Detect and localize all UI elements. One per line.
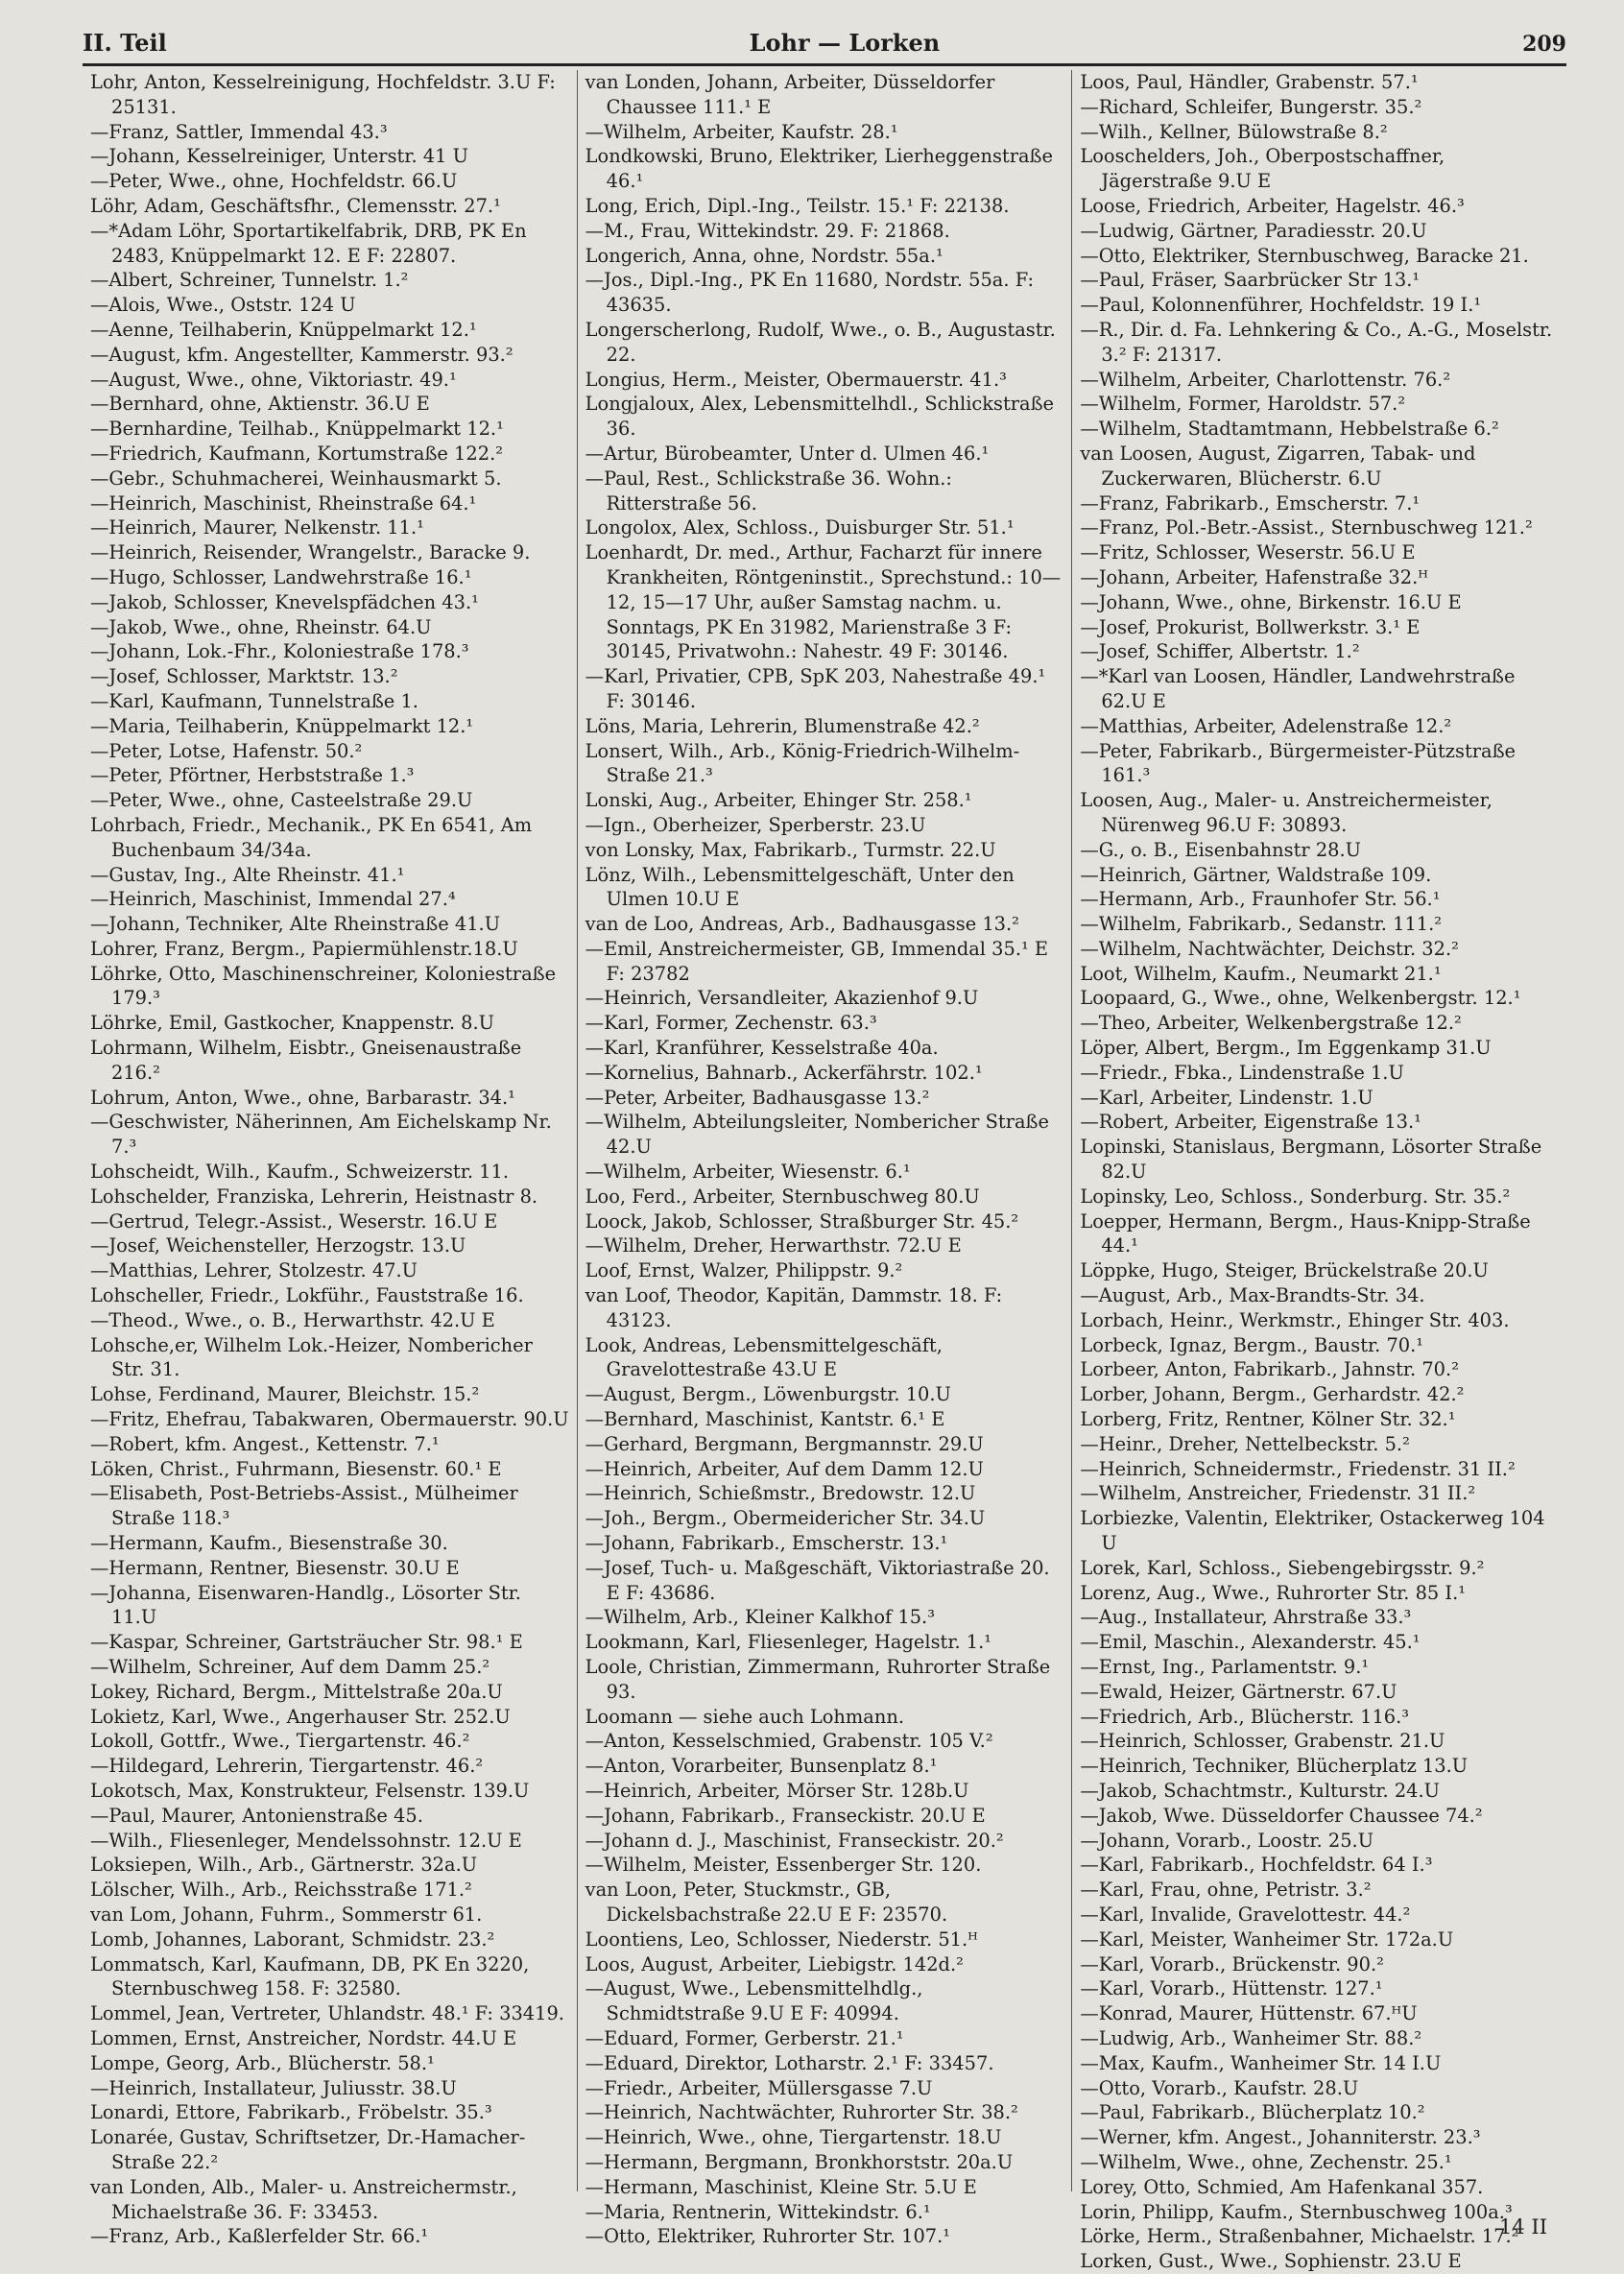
directory-entry: Lohscheller, Friedr., Lokführ., Fauststraße 16. [90,1284,524,1307]
directory-entry: —Friedrich, Arb., Blücherstr. 116.³ [1080,1705,1410,1728]
directory-entry: —Johann, Fabrikarb., Franseckistr. 20.U E [585,1804,986,1827]
directory-entry: —Albert, Schreiner, Tunnelstr. 1.² [90,269,409,292]
directory-entry: —Gerhard, Bergmann, Bergmannstr. 29.U [585,1432,984,1455]
directory-entry: —Wilhelm, Stadtamtmann, Hebbelstraße 6.² [1080,418,1499,441]
directory-entry: —Paul, Fabrikarb., Blücherplatz 10.² [1080,2101,1425,2124]
running-title: Lohr — Lorken [749,29,941,57]
directory-entry: —Ign., Oberheizer, Sperberstr. 23.U [585,813,926,836]
directory-entry: Lohrmann, Wilhelm, Eisbtr., Gneisenaustraße 216.² [90,1037,522,1084]
directory-entry: Lörke, Herm., Straßenbahner, Michaelstr. 17.² [1080,2225,1519,2248]
directory-entry: Loos, August, Arbeiter, Liebigstr. 142d.² [585,1952,964,1975]
directory-entry: —Jakob, Wwe., ohne, Rheinstr. 64.U [90,615,432,638]
directory-entry: —Franz, Arb., Kaßlerfelder Str. 66.¹ [90,2225,429,2248]
directory-entry: —Matthias, Lehrer, Stolzestr. 47.U [90,1259,418,1282]
directory-entry: Look, Andreas, Lebensmittelgeschäft, Gravelottestraße 43.U E [585,1333,943,1381]
directory-entry: Long, Erich, Dipl.-Ing., Teilstr. 15.¹ F: 22138. [585,194,1010,217]
directory-entry: —Otto, Elektriker, Sternbuschweg, Baracke 21. [1080,244,1529,267]
directory-entry: Lohr, Anton, Kesselreinigung, Hochfeldstr. 3.U F: 25131. [90,71,556,118]
directory-entry: —Josef, Tuch- u. Maßgeschäft, Viktoriastraße 20. E F: 43686. [585,1556,1050,1604]
directory-entry: —Johann, Wwe., ohne, Birkenstr. 16.U E [1080,590,1462,613]
directory-entry: —Franz, Pol.-Betr.-Assist., Sternbuschweg 121.² [1080,516,1533,539]
directory-entry: Lorbiezke, Valentin, Elektriker, Ostackerweg 104 U [1080,1507,1545,1555]
directory-entry: —Wilhelm, Arbeiter, Wiesenstr. 6.¹ [585,1161,911,1184]
directory-entry: —Heinrich, Schlosser, Grabenstr. 21.U [1080,1730,1445,1753]
directory-entry: Longius, Herm., Meister, Obermauerstr. 41.³ [585,368,1007,391]
directory-entry: —Heinrich, Installateur, Juliusstr. 38.U [90,2076,457,2099]
directory-entry: —*Karl van Loosen, Händler, Landwehrstraße 62.U E [1080,665,1516,712]
directory-entry: Lorken, Gust., Wwe., Sophienstr. 23.U E [1080,2250,1462,2273]
directory-entry: Loepper, Hermann, Bergm., Haus-Knipp-Straße 44.¹ [1080,1209,1531,1257]
directory-entry: —Theo, Arbeiter, Welkenbergstraße 12.² [1080,1012,1462,1035]
directory-entry: Lorbach, Heinr., Werkmstr., Ehinger Str. 403. [1080,1308,1510,1331]
directory-entry: —Karl, Kaufmann, Tunnelstraße 1. [90,689,418,712]
directory-entry: —Paul, Kolonnenführer, Hochfeldstr. 19 I.¹ [1080,294,1482,317]
directory-entry: Lohscheidt, Wilh., Kaufm., Schweizerstr. 11. [90,1161,510,1184]
directory-entry: —Wilhelm, Arbeiter, Kaufstr. 28.¹ [585,120,898,143]
directory-entry: Lopinski, Stanislaus, Bergmann, Lösorter Straße 82.U [1080,1136,1542,1184]
directory-entry: —Emil, Anstreichermeister, GB, Immendal 35.¹ E F: 23782 [585,937,1049,985]
directory-entry: Lopinsky, Leo, Schloss., Sonderburg. Str. 35.² [1080,1185,1511,1208]
directory-entry: —Fritz, Ehefrau, Tabakwaren, Obermauerstr. 90.U [90,1408,569,1431]
directory-entry: —Richard, Schleifer, Bungerstr. 35.² [1080,95,1422,118]
directory-entry: Lölscher, Wilh., Arb., Reichsstraße 171.² [90,1879,472,1902]
directory-entry: —Karl, Arbeiter, Lindenstr. 1.U [1080,1086,1373,1109]
column-left [83,70,577,2248]
directory-entry: Lommatsch, Karl, Kaufmann, DB, PK En 3220, Sternbuschweg 158. F: 32580. [90,1952,530,2000]
directory-entry: Lorek, Karl, Schloss., Siebengebirgsstr. 9.² [1080,1556,1485,1579]
directory-entry: —Gebr., Schuhmacherei, Weinhausmarkt 5. [90,467,502,490]
directory-entry: —Heinrich, Techniker, Blücherplatz 13.U [1080,1755,1469,1778]
directory-entry: von Lonsky, Max, Fabrikarb., Turmstr. 22.U [585,838,996,861]
directory-entry: —Anton, Kesselschmied, Grabenstr. 105 V.² [585,1730,993,1753]
directory-entry: van Loof, Theodor, Kapitän, Dammstr. 18. F: 43123. [585,1284,1003,1331]
directory-entry: —Heinrich, Maschinist, Immendal 27.⁴ [90,888,456,911]
directory-entry: —Bernhard, ohne, Aktienstr. 36.U E [90,393,430,416]
directory-entry: Loock, Jakob, Schlosser, Straßburger Str. 45.² [585,1209,1019,1233]
directory-entry: —Friedr., Arbeiter, Müllersgasse 7.U [585,2076,933,2099]
directory-entry: —Geschwister, Näherinnen, Am Eichelskamp Nr. 7.³ [90,1111,552,1159]
directory-entry: —Heinrich, Maurer, Nelkenstr. 11.¹ [90,516,424,539]
directory-entry: —Hermann, Arb., Fraunhofer Str. 56.¹ [1080,888,1441,911]
directory-entry: Longolox, Alex, Schloss., Duisburger Str. 51.¹ [585,516,1015,539]
directory-entry: —Peter, Wwe., ohne, Casteelstraße 29.U [90,789,473,812]
directory-entry: —Maria, Rentnerin, Wittekindstr. 6.¹ [585,2200,931,2223]
directory-entry: Londkowski, Bruno, Elektriker, Lierheggenstraße 46.¹ [585,145,1053,193]
directory-entry: Lorey, Otto, Schmied, Am Hafenkanal 357. [1080,2175,1484,2198]
directory-entry: Lohrbach, Friedr., Mechanik., PK En 6541, Am Buchenbaum 34/34a. [90,813,533,861]
directory-entry: —Werner, kfm. Angest., Johanniterstr. 23.³ [1080,2126,1481,2149]
directory-entry: —Karl, Frau, ohne, Petristr. 3.² [1080,1879,1372,1902]
directory-entry: —Karl, Kranführer, Kesselstraße 40a. [585,1037,939,1060]
directory-entry: Lonski, Aug., Arbeiter, Ehinger Str. 258.¹ [585,789,972,812]
directory-entry: —Theod., Wwe., o. B., Herwarthstr. 42.U E [90,1308,495,1331]
directory-entry: —Wilhelm, Wwe., ohne, Zechenstr. 25.¹ [1080,2150,1452,2173]
directory-entry: —August, Wwe., Lebensmittelhdlg., Schmidtstraße 9.U E F: 40994. [585,1977,923,2025]
directory-entry: —R., Dir. d. Fa. Lehnkering & Co., A.-G., Moselstr. 3.² F: 21317. [1080,318,1553,366]
directory-entry: Lommel, Jean, Vertreter, Uhlandstr. 48.¹ F: 33419. [90,2002,564,2025]
directory-entry: —Joh., Bergm., Obermeidericher Str. 34.U [585,1507,986,1530]
directory-entry: —Johann, Arbeiter, Hafenstraße 32.ᴴ [1080,565,1428,588]
directory-entry: —Ludwig, Arb., Wanheimer Str. 88.² [1080,2026,1422,2049]
directory-entry: —Heinrich, Gärtner, Waldstraße 109. [1080,863,1432,886]
directory-entry: —Peter, Fabrikarb., Bürgermeister-Pützstraße 161.³ [1080,739,1516,787]
directory-entry: Lönz, Wilh., Lebensmittelgeschäft, Unter den Ulmen 10.U E [585,863,1015,911]
directory-entry: —Bernhardine, Teilhab., Knüppelmarkt 12.¹ [90,418,504,441]
directory-entry: Lorber, Johann, Bergm., Gerhardstr. 42.² [1080,1383,1465,1406]
directory-entry: Lookmann, Karl, Fliesenleger, Hagelstr. 1.¹ [585,1631,992,1654]
directory-entry: —Wilhelm, Former, Haroldstr. 57.² [1080,393,1406,416]
directory-entry: Lorenz, Aug., Wwe., Ruhrorter Str. 85 I.¹ [1080,1581,1467,1604]
directory-entry: Lohsche,er, Wilhelm Lok.-Heizer, Nombericher Str. 31. [90,1333,533,1381]
directory-entry: —Ernst, Ing., Parlamentstr. 9.¹ [1080,1656,1370,1678]
directory-entry: —Wilhelm, Dreher, Herwarthstr. 72.U E [585,1234,962,1257]
directory-entry: Loomann — siehe auch Lohmann. [585,1705,904,1728]
directory-entry: —Johann, Kesselreiniger, Unterstr. 41 U [90,145,468,168]
directory-entry: Lohrum, Anton, Wwe., ohne, Barbarastr. 34.¹ [90,1086,515,1109]
directory-entry: —Kaspar, Schreiner, Gartsträucher Str. 98.¹ E [90,1631,523,1654]
directory-entry: Loksiepen, Wilh., Arb., Gärtnerstr. 32a.U [90,1854,478,1877]
directory-entry: —Heinrich, Reisender, Wrangelstr., Baracke 9. [90,541,531,564]
directory-entry: van Loosen, August, Zigarren, Tabak- und Zuckerwaren, Blücherstr. 6.U [1080,442,1476,490]
directory-entry: Lomb, Johannes, Laborant, Schmidstr. 23.² [90,1927,495,1951]
directory-entry: —August, Bergm., Löwenburgstr. 10.U [585,1383,951,1406]
directory-entry: —Ewald, Heizer, Gärtnerstr. 67.U [1080,1680,1397,1703]
directory-entry: —Karl, Privatier, CPB, SpK 203, Nahestraße 49.¹ F: 30146. [585,665,1046,712]
directory-entry: Lompe, Georg, Arb., Blücherstr. 58.¹ [90,2051,435,2074]
directory-entry: Lorbeer, Anton, Fabrikarb., Jahnstr. 70.² [1080,1358,1459,1381]
directory-entry: Lokietz, Karl, Wwe., Angerhauser Str. 252.U [90,1705,511,1728]
directory-entry: Lonsert, Wilh., Arb., König-Friedrich-Wilhelm-Straße 21.³ [585,739,1020,787]
directory-entry: —Eduard, Direktor, Lotharstr. 2.¹ F: 33457. [585,2051,994,2074]
directory-entry: —Kornelius, Bahnarb., Ackerfährstr. 102.¹ [585,1061,983,1084]
directory-entry: —Franz, Sattler, Immendal 43.³ [90,120,388,143]
directory-entry: Loosen, Aug., Maler- u. Anstreichermeister, Nürenweg 96.U F: 30893. [1080,789,1493,836]
directory-entry: Löper, Albert, Bergm., Im Eggenkamp 31.U [1080,1037,1492,1060]
directory-entry: —Paul, Rest., Schlickstraße 36. Wohn.: Ritterstraße 56. [585,467,952,515]
directory-entry: Longjaloux, Alex, Lebensmittelhdl., Schlickstraße 36. [585,393,1055,441]
directory-entry: Lohrer, Franz, Bergm., Papiermühlenstr.18.U [90,937,518,960]
directory-entry: —Gertrud, Telegr.-Assist., Weserstr. 16.U E [90,1209,498,1233]
directory-entry: —Heinrich, Maschinist, Rheinstraße 64.¹ [90,491,477,515]
section-label: II. Teil [83,29,167,57]
directory-entry: —Wilhelm, Schreiner, Auf dem Damm 25.² [90,1656,490,1678]
directory-entry: —Wilhelm, Meister, Essenberger Str. 120. [585,1854,982,1877]
directory-entry: —*Adam Löhr, Sportartikelfabrik, DRB, PK En 2483, Knüppelmarkt 12. E F: 22807. [90,219,527,267]
directory-entry: —Friedr., Fbka., Lindenstraße 1.U [1080,1061,1404,1084]
directory-entry: —Friedrich, Kaufmann, Kortumstraße 122.² [90,442,504,465]
directory-entry: —Peter, Wwe., ohne, Hochfeldstr. 66.U [90,170,458,193]
directory-entry: —Heinr., Dreher, Nettelbeckstr. 5.² [1080,1432,1410,1455]
directory-entry: —Josef, Weichensteller, Herzogstr. 13.U [90,1234,466,1257]
directory-entry: —Jakob, Schachtmstr., Kulturstr. 24.U [1080,1779,1441,1802]
directory-entry: Loos, Paul, Händler, Grabenstr. 57.¹ [1080,71,1419,93]
directory-entry: —Johann, Vorarb., Loostr. 25.U [1080,1829,1374,1852]
directory-entry: —Peter, Arbeiter, Badhausgasse 13.² [585,1086,930,1109]
directory-entry: —August, Wwe., ohne, Viktoriastr. 49.¹ [90,368,457,391]
directory-entry: van Lom, Johann, Fuhrm., Sommerstr 61. [90,1903,483,1926]
directory-entry: —Wilhelm, Nachtwächter, Deichstr. 32.² [1080,937,1459,960]
directory-entry: —Josef, Schiffer, Albertstr. 1.² [1080,640,1360,663]
directory-entry: —Karl, Vorarb., Hüttenstr. 127.¹ [1080,1977,1383,2000]
directory-entry: —M., Frau, Wittekindstr. 29. F: 21868. [585,219,950,242]
directory-entry: Lokotsch, Max, Konstrukteur, Felsenstr. 139.U [90,1779,530,1802]
directory-entry: —Paul, Maurer, Antonienstraße 45. [90,1804,423,1827]
directory-entry: —Wilh., Kellner, Bülowstraße 8.² [1080,120,1388,143]
directory-entry: —Emil, Maschin., Alexanderstr. 45.¹ [1080,1631,1421,1654]
directory-entry: —Hermann, Rentner, Biesenstr. 30.U E [90,1556,460,1579]
directory-entry: —Wilh., Fliesenleger, Mendelssohnstr. 12.U E [90,1829,522,1852]
directory-entry: Lorberg, Fritz, Rentner, Kölner Str. 32.¹ [1080,1408,1456,1431]
directory-entry: —Aenne, Teilhaberin, Knüppelmarkt 12.¹ [90,318,477,341]
directory-entry: —Karl, Fabrikarb., Hochfeldstr. 64 I.³ [1080,1854,1433,1877]
directory-entry: —Jakob, Schlosser, Knevelspfädchen 43.¹ [90,590,479,613]
directory-entry: Löppke, Hugo, Steiger, Brückelstraße 20.U [1080,1259,1489,1282]
directory-entry: —Heinrich, Nachtwächter, Ruhrorter Str. 38.² [585,2101,1018,2124]
column-middle [577,70,1072,2248]
directory-entry: Lohschelder, Franziska, Lehrerin, Heistnastr 8. [90,1185,538,1208]
directory-entry: —Ludwig, Gärtner, Paradiesstr. 20.U [1080,219,1427,242]
directory-entry: —Josef, Schlosser, Marktstr. 13.² [90,665,398,688]
directory-entry: —Heinrich, Arbeiter, Auf dem Damm 12.U [585,1457,984,1480]
directory-entry: Löns, Maria, Lehrerin, Blumenstraße 42.² [585,714,980,737]
directory-entry: —Heinrich, Schneidermstr., Friedenstr. 31 II.² [1080,1457,1516,1480]
directory-entry: —Jakob, Wwe. Düsseldorfer Chaussee 74.² [1080,1804,1483,1827]
directory-entry: —Max, Kaufm., Wanheimer Str. 14 I.U [1080,2051,1442,2074]
directory-entry: —Eduard, Former, Gerberstr. 21.¹ [585,2026,904,2049]
directory-entry: —Hermann, Bergmann, Bronkhorststr. 20a.U [585,2150,1014,2173]
directory-entry: —Artur, Bürobeamter, Unter d. Ulmen 46.¹ [585,442,990,465]
directory-entry: —Otto, Elektriker, Ruhrorter Str. 107.¹ [585,2225,951,2248]
directory-entry: Lorbeck, Ignaz, Bergm., Baustr. 70.¹ [1080,1333,1424,1356]
directory-entry: —G., o. B., Eisenbahnstr 28.U [1080,838,1362,861]
directory-entry: Lohse, Ferdinand, Maurer, Bleichstr. 15.² [90,1383,480,1406]
directory-entry: —Bernhard, Maschinist, Kantstr. 6.¹ E [585,1408,945,1431]
directory-entry: —Hildegard, Lehrerin, Tiergartenstr. 46.² [90,1755,484,1778]
directory-entry: —Karl, Vorarb., Brückenstr. 90.² [1080,1952,1384,1975]
directory-entry: —August, Arb., Max-Brandts-Str. 34. [1080,1284,1425,1307]
directory-entry: —Heinrich, Arbeiter, Mörser Str. 128b.U [585,1779,969,1802]
directory-entry: —Johann, Fabrikarb., Emscherstr. 13.¹ [585,1532,948,1555]
directory-entry: —Paul, Fräser, Saarbrücker Str 13.¹ [1080,269,1421,292]
directory-entry: —Hermann, Maschinist, Kleine Str. 5.U E [585,2175,977,2198]
directory-entry: —Johann, Techniker, Alte Rheinstraße 41.U [90,913,501,936]
directory-entry: —Konrad, Maurer, Hüttenstr. 67.ᴴU [1080,2002,1418,2025]
directory-entry: —Wilhelm, Abteilungsleiter, Nombericher Straße 42.U [585,1111,1049,1159]
directory-entry: —Franz, Fabrikarb., Emscherstr. 7.¹ [1080,491,1421,515]
directory-entry: —Heinrich, Versandleiter, Akazienhof 9.U [585,987,979,1010]
directory-entry: —Peter, Lotse, Hafenstr. 50.² [90,739,363,762]
directory-entry: —Josef, Prokurist, Bollwerkstr. 3.¹ E [1080,615,1421,638]
directory-entry: —Karl, Former, Zechenstr. 63.³ [585,1012,877,1035]
directory-entry: —Wilhelm, Anstreicher, Friedenstr. 31 II.² [1080,1482,1476,1505]
directory-entry: —Maria, Teilhaberin, Knüppelmarkt 12.¹ [90,714,474,737]
page-number: 209 [1522,32,1566,57]
directory-entry: Loo, Ferd., Arbeiter, Sternbuschweg 80.U [585,1185,980,1208]
directory-entry: —Robert, kfm. Angest., Kettenstr. 7.¹ [90,1432,440,1455]
directory-entry: Loontiens, Leo, Schlosser, Niederstr. 51.ᴴ [585,1927,978,1951]
directory-entry: Löhr, Adam, Geschäftsfhr., Clemensstr. 27.¹ [90,194,501,217]
directory-entry: Lommen, Ernst, Anstreicher, Nordstr. 44.U E [90,2026,517,2049]
directory-entry: Longerscherlong, Rudolf, Wwe., o. B., Augustastr. 22. [585,318,1056,366]
directory-entry: —Heinrich, Schießmstr., Bredowstr. 12.U [585,1482,976,1505]
directory-entry: —Wilhelm, Arb., Kleiner Kalkhof 15.³ [585,1606,935,1629]
directory-entry: —Hermann, Kaufm., Biesenstraße 30. [90,1532,448,1555]
directory-entry: —Johanna, Eisenwaren-Handlg., Lösorter Str. 11.U [90,1581,521,1629]
directory-entry: —Hugo, Schlosser, Landwehrstraße 16.¹ [90,565,472,588]
directory-entry: —Johann d. J., Maschinist, Franseckistr. 20.² [585,1829,1004,1852]
directory-entry: van de Loo, Andreas, Arb., Badhausgasse 13.² [585,913,1019,936]
directory-entry: —Fritz, Schlosser, Weserstr. 56.U E [1080,541,1416,564]
directory-entry: Löhrke, Otto, Maschinenschreiner, Koloniestraße 179.³ [90,962,557,1010]
directory-entry: van Loon, Peter, Stuckmstr., GB, Dickelsbachstraße 22.U E F: 23570. [585,1879,948,1926]
directory-entry: Loopaard, G., Wwe., ohne, Welkenbergstr. 12.¹ [1080,987,1521,1010]
page-header [83,29,1566,66]
directory-entry: van Londen, Johann, Arbeiter, Düsseldorfer Chaussee 111.¹ E [585,71,995,118]
directory-entry: Loose, Friedrich, Arbeiter, Hagelstr. 46.³ [1080,194,1465,217]
directory-entry: —Elisabeth, Post-Betriebs-Assist., Mülheimer Straße 118.³ [90,1482,518,1530]
directory-entry: Löhrke, Emil, Gastkocher, Knappenstr. 8.U [90,1012,495,1035]
directory-entry: —Wilhelm, Arbeiter, Charlottenstr. 76.² [1080,368,1451,391]
directory-entry: —Jos., Dipl.-Ing., PK En 11680, Nordstr. 55a. F: 43635. [585,269,1034,317]
directory-entry: —Alois, Wwe., Oststr. 124 U [90,294,356,317]
directory-entry: Lokoll, Gottfr., Wwe., Tiergartenstr. 46.² [90,1730,470,1753]
directory-entry: —August, kfm. Angestellter, Kammerstr. 93.² [90,343,513,366]
directory-entry: van Londen, Alb., Maler- u. Anstreichermstr., Michaelstraße 36. F: 33453. [90,2175,517,2223]
printer-signature: 14 II [1499,2215,1547,2238]
directory-entry: Lonardi, Ettore, Fabrikarb., Fröbelstr. 35.³ [90,2101,492,2124]
directory-entry: —Wilhelm, Fabrikarb., Sedanstr. 111.² [1080,913,1443,936]
directory-entry: —Peter, Pförtner, Herbststraße 1.³ [90,764,415,787]
directory-entry: —Johann, Lok.-Fhr., Koloniestraße 178.³ [90,640,469,663]
directory-entry: —Gustav, Ing., Alte Rheinstr. 41.¹ [90,863,405,886]
directory-entry: Loole, Christian, Zimmermann, Ruhrorter Straße 93. [585,1656,1051,1703]
directory-entry: —Matthias, Arbeiter, Adelenstraße 12.² [1080,714,1452,737]
directory-entry: Longerich, Anna, ohne, Nordstr. 55a.¹ [585,244,943,267]
directory-entry: —Aug., Installateur, Ahrstraße 33.³ [1080,1606,1412,1629]
directory-entry: —Robert, Arbeiter, Eigenstraße 13.¹ [1080,1111,1421,1134]
directory-entry: Lorin, Philipp, Kaufm., Sternbuschweg 100a.³ [1080,2200,1513,2223]
directory-entry: Lonarée, Gustav, Schriftsetzer, Dr.-Hamacher-Straße 22.² [90,2126,526,2173]
directory-entry: Löken, Christ., Fuhrmann, Biesenstr. 60.¹ E [90,1457,502,1480]
directory-entry: —Heinrich, Wwe., ohne, Tiergartenstr. 18.U [585,2126,1002,2149]
directory-entry: Looschelders, Joh., Oberpostschaffner, Jägerstraße 9.U E [1080,145,1445,193]
directory-entry: —Karl, Meister, Wanheimer Str. 172a.U [1080,1927,1454,1951]
directory-entry: Loot, Wilhelm, Kaufm., Neumarkt 21.¹ [1080,962,1442,985]
directory-entry: Loenhardt, Dr. med., Arthur, Facharzt für innere Krankheiten, Röntgeninstit., Sprechstund.: 10—12, 15—17 Uhr, außer Samstag nachm. u. Sonntags, PK En 31982, Marienstraße 3 F: 30145, Privatwohn.: Nahestr. 49 F: 30146. [585,541,1062,663]
directory-entry: —Karl, Invalide, Gravelottestr. 44.² [1080,1903,1411,1926]
directory-entry: Loof, Ernst, Walzer, Philippstr. 9.² [585,1259,903,1282]
directory-entry: —Otto, Vorarb., Kaufstr. 28.U [1080,2076,1359,2099]
directory-entry: —Anton, Vorarbeiter, Bunsenplatz 8.¹ [585,1755,938,1778]
directory-entry: Lokey, Richard, Bergm., Mittelstraße 20a.U [90,1680,503,1703]
